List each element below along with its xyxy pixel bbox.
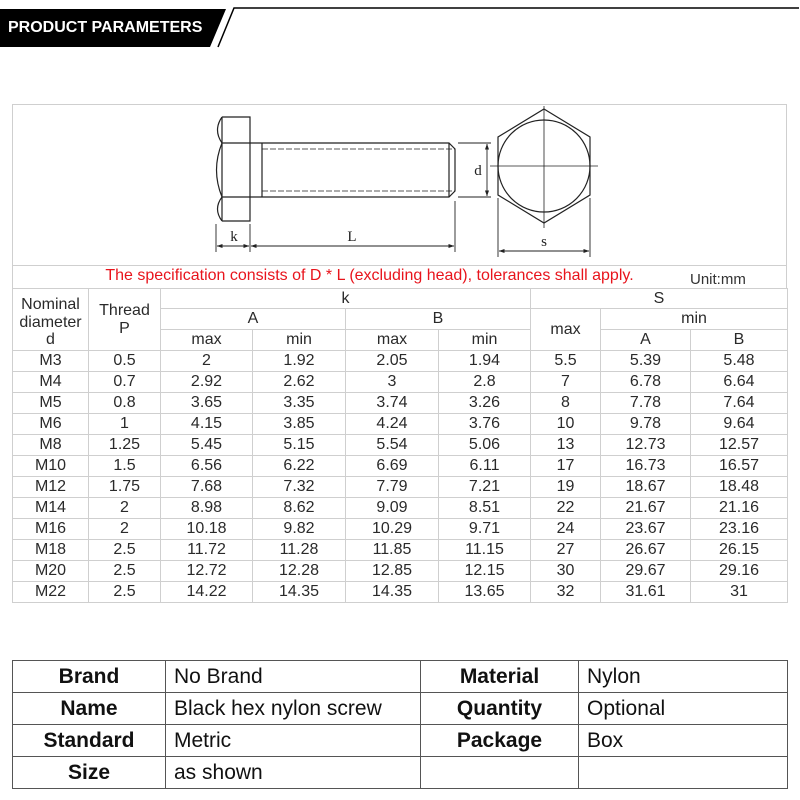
s-max-cell: 27	[531, 540, 601, 561]
k-b-min-cell: 12.15	[439, 561, 531, 582]
dimension-d	[458, 143, 491, 197]
s-min-b-cell: 6.64	[691, 372, 788, 393]
spec-table-body	[13, 351, 788, 603]
s-min-a-cell: 16.73	[601, 456, 691, 477]
nominal-diameter-cell: M18	[13, 540, 89, 561]
header-rule-line	[218, 8, 799, 47]
spec-row	[13, 372, 788, 393]
nominal-diameter-cell: M16	[13, 519, 89, 540]
empty-label-cell	[421, 757, 579, 789]
header-thread-line: Thread	[99, 302, 150, 319]
k-b-max-cell: 2.05	[346, 351, 439, 372]
k-b-min-cell: 3.26	[439, 393, 531, 414]
s-label: s	[541, 234, 547, 250]
thread-pitch-cell: 2	[89, 498, 161, 519]
thread-pitch-cell: 1	[89, 414, 161, 435]
thread-pitch-cell: 2	[89, 519, 161, 540]
s-min-a-cell: 21.67	[601, 498, 691, 519]
nominal-diameter-cell: M8	[13, 435, 89, 456]
header-k-a-max: max	[161, 330, 253, 351]
s-min-a-cell: 9.78	[601, 414, 691, 435]
s-min-b-cell: 18.48	[691, 477, 788, 498]
k-a-min-cell: 7.32	[253, 477, 346, 498]
s-min-b-cell: 12.57	[691, 435, 788, 456]
k-a-max-cell: 6.56	[161, 456, 253, 477]
s-min-b-cell: 26.15	[691, 540, 788, 561]
attribute-row	[13, 693, 788, 725]
s-min-b-cell: 16.57	[691, 456, 788, 477]
s-min-b-cell: 21.16	[691, 498, 788, 519]
k-a-min-cell: 1.92	[253, 351, 346, 372]
k-b-max-cell: 9.09	[346, 498, 439, 519]
k-a-max-cell: 10.18	[161, 519, 253, 540]
k-b-max-cell: 4.24	[346, 414, 439, 435]
nominal-diameter-cell: M20	[13, 561, 89, 582]
k-a-min-cell: 14.35	[253, 582, 346, 603]
spec-row	[13, 561, 788, 582]
L-label: L	[347, 229, 357, 245]
k-b-max-cell: 5.54	[346, 435, 439, 456]
standard-label: Standard	[13, 725, 166, 757]
name-value: Black hex nylon screw	[166, 693, 421, 725]
k-b-min-cell: 9.71	[439, 519, 531, 540]
k-a-min-cell: 3.35	[253, 393, 346, 414]
s-max-cell: 13	[531, 435, 601, 456]
s-max-cell: 5.5	[531, 351, 601, 372]
header-s-max: max	[531, 309, 601, 351]
thread-pitch-cell: 0.5	[89, 351, 161, 372]
spec-row	[13, 519, 788, 540]
s-min-a-cell: 29.67	[601, 561, 691, 582]
product-attributes-table	[12, 660, 788, 789]
k-a-max-cell: 2.92	[161, 372, 253, 393]
nominal-diameter-cell: M5	[13, 393, 89, 414]
s-max-cell: 32	[531, 582, 601, 603]
header-row	[13, 289, 788, 309]
s-min-b-cell: 31	[691, 582, 788, 603]
thread-pitch-cell: 2.5	[89, 540, 161, 561]
thread-pitch-cell: 0.7	[89, 372, 161, 393]
nominal-diameter-cell: M12	[13, 477, 89, 498]
k-a-max-cell: 4.15	[161, 414, 253, 435]
k-a-max-cell: 12.72	[161, 561, 253, 582]
k-a-min-cell: 5.15	[253, 435, 346, 456]
k-a-min-cell: 11.28	[253, 540, 346, 561]
s-min-b-cell: 7.64	[691, 393, 788, 414]
k-b-max-cell: 11.85	[346, 540, 439, 561]
attribute-row	[13, 725, 788, 757]
header-k-b-max: max	[346, 330, 439, 351]
header-k-b: B	[346, 309, 531, 330]
s-max-cell: 10	[531, 414, 601, 435]
hex-head-top-view	[490, 106, 598, 228]
spec-row	[13, 498, 788, 519]
bolt-shank-outline	[250, 143, 455, 197]
spec-row	[13, 456, 788, 477]
header-s-min-b: B	[691, 330, 788, 351]
s-min-b-cell: 29.16	[691, 561, 788, 582]
material-value: Nylon	[579, 661, 788, 693]
header-k: k	[161, 289, 531, 309]
s-min-a-cell: 12.73	[601, 435, 691, 456]
header-diameter-line: diameter	[19, 313, 82, 331]
k-b-max-cell: 3.74	[346, 393, 439, 414]
bolt-side-view	[217, 117, 456, 221]
thread-pitch-cell: 2.5	[89, 582, 161, 603]
k-a-min-cell: 8.62	[253, 498, 346, 519]
k-b-max-cell: 12.85	[346, 561, 439, 582]
header-k-a: A	[161, 309, 346, 330]
s-max-cell: 24	[531, 519, 601, 540]
s-max-cell: 7	[531, 372, 601, 393]
k-b-min-cell: 11.15	[439, 540, 531, 561]
hex-head-outline	[222, 117, 250, 221]
header-p-line: P	[119, 319, 130, 337]
k-a-max-cell: 2	[161, 351, 253, 372]
unit-label: Unit:mm	[690, 271, 746, 288]
s-min-b-cell: 23.16	[691, 519, 788, 540]
nominal-diameter-cell: M10	[13, 456, 89, 477]
s-min-a-cell: 5.39	[601, 351, 691, 372]
spec-table-header	[13, 289, 788, 351]
k-a-min-cell: 2.62	[253, 372, 346, 393]
spec-row	[13, 582, 788, 603]
nominal-diameter-cell: M4	[13, 372, 89, 393]
quantity-label: Quantity	[421, 693, 579, 725]
tolerance-note: The specification consists of D * L (excluding head), tolerances shall apply.	[105, 267, 634, 284]
package-label: Package	[421, 725, 579, 757]
s-min-a-cell: 31.61	[601, 582, 691, 603]
s-max-cell: 17	[531, 456, 601, 477]
k-a-max-cell: 14.22	[161, 582, 253, 603]
header-s-min-a: A	[601, 330, 691, 351]
k-b-min-cell: 6.11	[439, 456, 531, 477]
hex-head-chamfer-arcs	[217, 117, 223, 221]
brand-value: No Brand	[166, 661, 421, 693]
spec-row	[13, 435, 788, 456]
size-label: Size	[13, 757, 166, 789]
header-nominal-diameter	[13, 289, 89, 351]
s-min-b-cell: 9.64	[691, 414, 788, 435]
nominal-diameter-cell: M3	[13, 351, 89, 372]
k-b-max-cell: 14.35	[346, 582, 439, 603]
k-b-min-cell: 2.8	[439, 372, 531, 393]
size-value: as shown	[166, 757, 421, 789]
spec-table	[12, 288, 788, 603]
thread-pitch-cell: 1.75	[89, 477, 161, 498]
k-b-max-cell: 7.79	[346, 477, 439, 498]
bolt-drawing	[12, 104, 787, 265]
header-k-a-min: min	[253, 330, 346, 351]
k-b-min-cell: 5.06	[439, 435, 531, 456]
header-nominal-line: Nominal	[21, 296, 80, 314]
spec-row	[13, 351, 788, 372]
header-s-min: min	[601, 309, 788, 330]
k-a-min-cell: 6.22	[253, 456, 346, 477]
material-label: Material	[421, 661, 579, 693]
attribute-row	[13, 757, 788, 789]
attribute-row	[13, 661, 788, 693]
k-a-min-cell: 3.85	[253, 414, 346, 435]
k-b-min-cell: 3.76	[439, 414, 531, 435]
k-a-max-cell: 11.72	[161, 540, 253, 561]
s-min-b-cell: 5.48	[691, 351, 788, 372]
nominal-diameter-cell: M22	[13, 582, 89, 603]
quantity-value: Optional	[579, 693, 788, 725]
k-a-max-cell: 3.65	[161, 393, 253, 414]
brand-label: Brand	[13, 661, 166, 693]
d-label: d	[474, 163, 482, 179]
k-b-min-cell: 13.65	[439, 582, 531, 603]
header-thread-pitch	[89, 289, 161, 351]
s-min-a-cell: 26.67	[601, 540, 691, 561]
s-min-a-cell: 23.67	[601, 519, 691, 540]
k-b-min-cell: 7.21	[439, 477, 531, 498]
k-label: k	[230, 229, 238, 245]
spec-row	[13, 540, 788, 561]
spec-row	[13, 393, 788, 414]
dimension-k	[216, 224, 250, 252]
header-d-line: d	[46, 331, 55, 349]
s-min-a-cell: 18.67	[601, 477, 691, 498]
s-min-a-cell: 6.78	[601, 372, 691, 393]
k-a-max-cell: 5.45	[161, 435, 253, 456]
thread-pitch-cell: 0.8	[89, 393, 161, 414]
dimension-L	[251, 201, 455, 252]
s-max-cell: 30	[531, 561, 601, 582]
s-max-cell: 22	[531, 498, 601, 519]
header-k-b-min: min	[439, 330, 531, 351]
thread-pitch-cell: 1.5	[89, 456, 161, 477]
k-b-max-cell: 3	[346, 372, 439, 393]
spec-row	[13, 477, 788, 498]
empty-value-cell	[579, 757, 788, 789]
k-b-min-cell: 1.94	[439, 351, 531, 372]
s-min-a-cell: 7.78	[601, 393, 691, 414]
s-max-cell: 19	[531, 477, 601, 498]
thread-pitch-cell: 1.25	[89, 435, 161, 456]
name-label: Name	[13, 693, 166, 725]
thread-pitch-cell: 2.5	[89, 561, 161, 582]
k-a-min-cell: 12.28	[253, 561, 346, 582]
s-max-cell: 8	[531, 393, 601, 414]
nominal-diameter-cell: M6	[13, 414, 89, 435]
nominal-diameter-cell: M14	[13, 498, 89, 519]
k-b-max-cell: 10.29	[346, 519, 439, 540]
package-value: Box	[579, 725, 788, 757]
header-s: S	[531, 289, 788, 309]
spec-row	[13, 414, 788, 435]
k-a-max-cell: 7.68	[161, 477, 253, 498]
k-a-max-cell: 8.98	[161, 498, 253, 519]
k-b-max-cell: 6.69	[346, 456, 439, 477]
k-b-min-cell: 8.51	[439, 498, 531, 519]
k-a-min-cell: 9.82	[253, 519, 346, 540]
section-title: PRODUCT PARAMETERS	[8, 19, 203, 36]
standard-value: Metric	[166, 725, 421, 757]
